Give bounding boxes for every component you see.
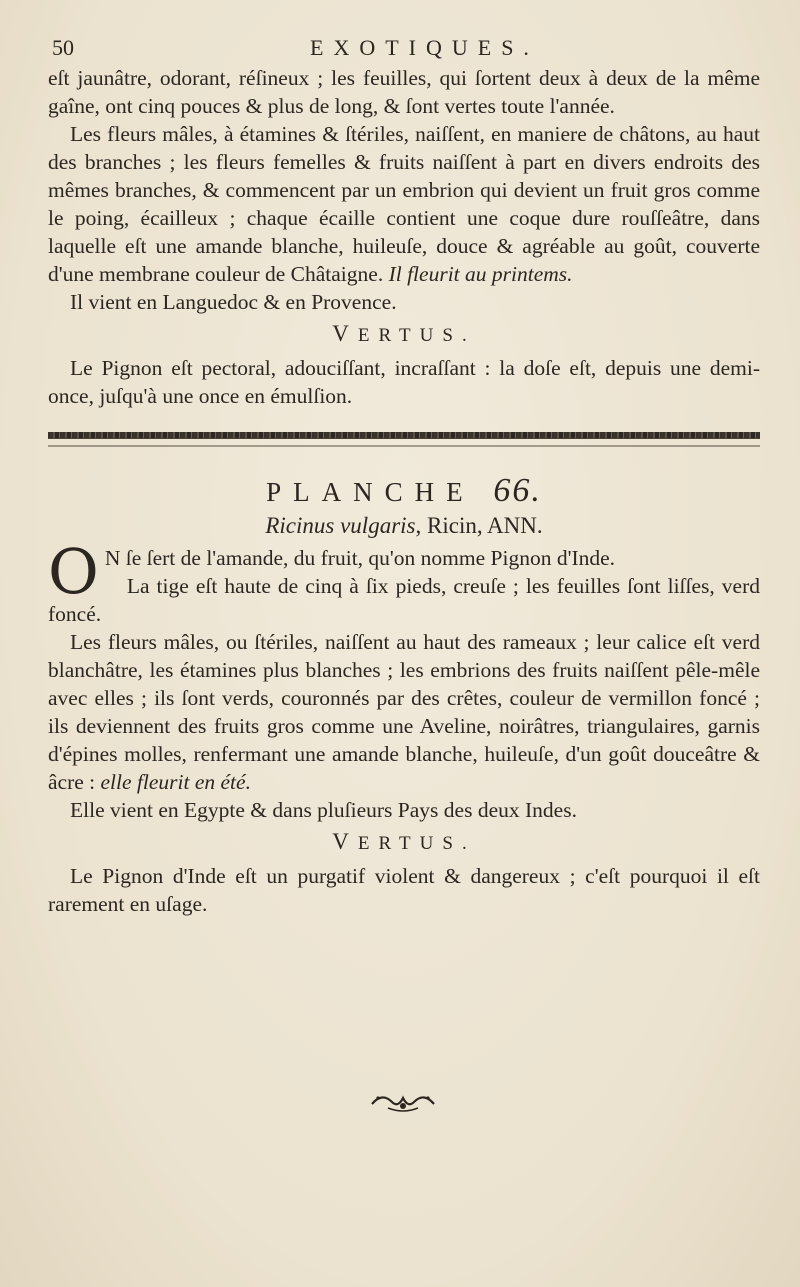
- paragraph-flowers-text: Les fleurs mâles, à étamines & ſtériles, naiſſent, en maniere de châtons, au haut des branches ; les fleurs femelles & fruits naiſſent à part en divers endroits des mêmes branches, & commencent par un embrion qui devient un fruit gros comme le poing, écailleux ; chaque écaille contient une coque dure rouſſeâtre, dans laquelle eſt une amande blanche, huileuſe, douce & agréable au goût, couverte d'une membrane couleur de Châtaigne.: [48, 122, 760, 286]
- plate-number: 66.: [493, 472, 542, 509]
- thin-rule: [48, 445, 760, 447]
- virtus-initial: V: [332, 321, 358, 346]
- paragraph-origin: Il vient en Languedoc & en Provence.: [70, 290, 397, 314]
- plate-heading: [48, 472, 760, 509]
- running-head: EXOTIQUES.: [310, 35, 539, 60]
- paragraph-flowers: [48, 120, 760, 288]
- fleuron-ornament-icon: [368, 1088, 438, 1114]
- species-title: [48, 512, 760, 540]
- flowering-note-ricin: elle fleurit en été.: [100, 770, 251, 794]
- virtus-rest: ERTUS.: [357, 833, 476, 854]
- paragraph-continuation: eſt jaunâtre, odorant, réſineux ; les feuilles, qui ſortent deux à deux de la même gaîne, ont cinq pouces & plus de long, & ſont vertes toute l'année.: [48, 66, 760, 118]
- decorative-rule: [48, 432, 760, 439]
- flowering-note: Il fleurit au printems.: [388, 262, 573, 286]
- page-text: [48, 34, 760, 918]
- virtus-rest: ERTUS.: [357, 325, 476, 346]
- species-separator: ,: [415, 513, 427, 538]
- virtus-initial: V: [332, 829, 358, 854]
- paragraph-uses-text: N ſe ſert de l'amande, du fruit, qu'on nomme Pignon d'Inde.: [104, 546, 616, 570]
- paragraph-stem: La tige eſt haute de cinq à ſix pieds, creuſe ; les feuilles ſont liſſes, verd foncé.: [48, 574, 760, 626]
- drop-cap: O: [48, 535, 99, 608]
- page-number: 50: [52, 35, 74, 60]
- page-header: [48, 34, 760, 64]
- paragraph-origin-ricin: Elle vient en Egypte & dans pluſieurs Pays des deux Indes.: [70, 798, 577, 822]
- paragraph-virtues-2: Le Pignon d'Inde eſt un purgatif violent & dangereux ; c'eſt pourquoi il eſt rarement en uſage.: [48, 864, 760, 916]
- species-latin-name: Ricinus vulgaris: [265, 513, 416, 538]
- virtus-heading-1: [48, 320, 760, 350]
- plate-label: PLANCHE: [266, 477, 475, 507]
- virtus-heading-2: [48, 828, 760, 858]
- species-common-name: Ricin, ANN.: [427, 513, 543, 538]
- paragraph-flowers-ricin: [48, 628, 760, 796]
- paragraph-flowers-ricin-text: Les fleurs mâles, ou ſtériles, naiſſent au haut des rameaux ; leur calice eſt verd blanchâtre, les étamines plus blanches ; les embrions des fruits naiſſent pêle-mêle avec elles ; ils ſont verds, couronnés par des crêtes, couleur de vermillon foncé ; ils deviennent des fruits gros comme une Aveline, noirâtres, triangulaires, garnis d'épines molles, renfermant une amande blanche, huileuſe, d'un goût douceâtre & âcre :: [48, 630, 760, 794]
- paragraph-virtues-1: Le Pignon eſt pectoral, adouciſſant, incraſſant : la doſe eſt, depuis une demi-once, juſqu'à une once en émulſion.: [48, 356, 760, 408]
